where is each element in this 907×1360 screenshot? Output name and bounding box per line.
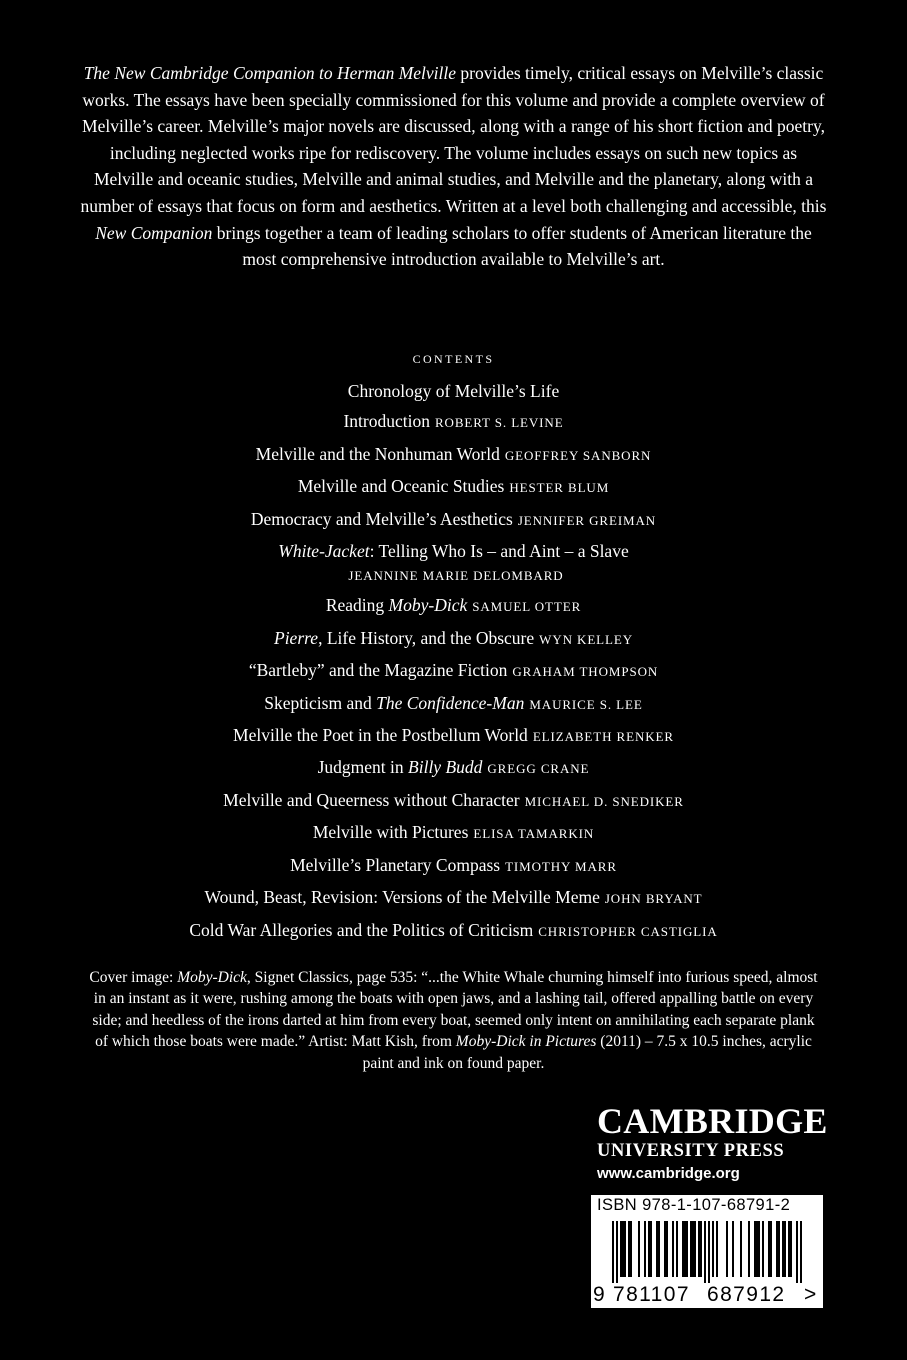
- publisher-logo: [597, 1103, 837, 1185]
- entry-title-italic: Pierre: [274, 627, 319, 648]
- contents-entry: [0, 752, 907, 784]
- isbn-barcode: [591, 1195, 823, 1308]
- barcode-digit-group-2: 687912: [707, 1283, 786, 1306]
- contents-entry: [0, 376, 907, 406]
- entry-title: Chronology of Melville’s Life: [347, 381, 560, 401]
- barcode-bar: [658, 1221, 660, 1277]
- entry-title-italic: The Confidence-Man: [376, 692, 525, 713]
- barcode-bar: [758, 1221, 760, 1277]
- entry-title: Melville the Poet in the Postbellum World: [233, 725, 528, 746]
- barcode-bar: [712, 1221, 714, 1277]
- entry-author: GREGG CRANE: [487, 761, 590, 777]
- barcode-bar: [644, 1221, 646, 1277]
- entry-title-rest: , Life History, and the Obscure: [318, 627, 535, 648]
- contents-entry: [0, 850, 907, 882]
- entry-title-italic: White-Jacket: [278, 541, 370, 562]
- entry-title: “Bartleby” and the Magazine Fiction: [248, 660, 508, 681]
- publisher-url: www.cambridge.org: [597, 1165, 740, 1182]
- contents-entry: [0, 720, 907, 752]
- entry-author: JENNIFER GREIMAN: [517, 512, 657, 528]
- blurb-text-1: provides timely, critical essays on Melville’s classic works. The essays have been specially commissioned for this volume and provide a complete overview of Melville’s career. Melville’s major novels are discussed, along with a range of his short fiction and poetry, including neglected works ripe for rediscovery. The volume includes essays on such new topics as Melville and oceanic studies, Melville and animal studies, and Melville and the planetary, along with a number of essays that focus on form and aesthetics. Written at a level both challenging and accessible, this: [80, 63, 827, 216]
- barcode-bar: [770, 1221, 772, 1277]
- barcode-bar: [732, 1221, 734, 1277]
- entry-title-italic: Moby-Dick: [388, 595, 468, 616]
- entry-author: MICHAEL D. SNEDIKER: [524, 793, 684, 809]
- barcode-bar: [656, 1221, 658, 1277]
- entry-title-rest: : Telling Who Is – and Aint – a Slave: [369, 541, 629, 562]
- entry-title: Introduction: [343, 411, 430, 432]
- barcode-bar: [704, 1221, 706, 1283]
- barcode-bar: [698, 1221, 700, 1277]
- entry-title: Melville and the Nonhuman World: [255, 443, 500, 464]
- barcode-digit-first: 9: [593, 1283, 607, 1306]
- cover-text-1: Cover image:: [89, 969, 178, 986]
- barcode-bar: [664, 1221, 666, 1277]
- contents-entry: [0, 406, 907, 438]
- cover-italic-2: Moby-Dick in Pictures: [455, 1033, 597, 1051]
- barcode-bar: [620, 1221, 622, 1277]
- entry-title: Melville and Oceanic Studies: [297, 476, 505, 497]
- barcode-bar: [768, 1221, 770, 1277]
- blurb-book-title: The New Cambridge Companion to Herman Melville: [83, 63, 457, 83]
- barcode-bar: [726, 1221, 728, 1277]
- barcode-bar: [716, 1221, 718, 1277]
- barcode-bar: [694, 1221, 696, 1277]
- barcode-bar: [784, 1221, 786, 1277]
- entry-author: GEOFFREY SANBORN: [504, 447, 652, 463]
- blurb-text-2: brings together a team of leading scholars to offer students of American literature the most comprehensive introduction available to Melville’s art.: [212, 222, 812, 270]
- contents-entry: [0, 688, 907, 720]
- entry-author: WYN KELLEY: [539, 631, 633, 647]
- barcode-bar: [612, 1221, 614, 1283]
- entry-title: Reading: [325, 595, 389, 616]
- contents-entry: [0, 504, 907, 536]
- barcode-bar: [616, 1221, 618, 1283]
- cover-image-credit: [84, 967, 823, 1074]
- barcode-bar: [754, 1221, 756, 1277]
- entry-title: Wound, Beast, Revision: Versions of the Melville Meme: [204, 887, 600, 908]
- blurb-italic-new-companion: New Companion: [95, 222, 213, 243]
- contents-entry: [0, 817, 907, 849]
- entry-author: GRAHAM THOMPSON: [512, 664, 659, 680]
- entry-title: Melville and Queerness without Character: [223, 789, 520, 810]
- cover-text-3: (2011) – 7.5 x 10.5 inches, acrylic paint and ink on found paper.: [362, 1033, 812, 1072]
- back-cover-blurb: [80, 60, 827, 273]
- barcode-bar: [676, 1221, 678, 1277]
- contents-entry: [0, 562, 907, 588]
- barcode-bar: [740, 1221, 742, 1277]
- barcode-bar: [682, 1221, 684, 1277]
- contents-entry: [0, 439, 907, 471]
- contents-heading: CONTENTS: [412, 352, 495, 366]
- barcode-bar: [700, 1221, 702, 1277]
- barcode-bar: [666, 1221, 668, 1277]
- entry-author: JOHN BRYANT: [604, 891, 703, 907]
- entry-title: Melville’s Planetary Compass: [290, 854, 501, 875]
- contents-entry: [0, 623, 907, 655]
- cover-italic-1: Moby-Dick: [177, 969, 247, 986]
- entry-title: Melville with Pictures: [312, 822, 469, 843]
- barcode-bar: [708, 1221, 710, 1283]
- barcode-bar: [776, 1221, 778, 1277]
- barcode-bar: [686, 1221, 688, 1277]
- entry-author: MAURICE S. LEE: [529, 696, 643, 712]
- barcode-bar: [762, 1221, 764, 1277]
- contents-entry: [0, 882, 907, 914]
- barcode-bar: [648, 1221, 650, 1277]
- contents-entry: [0, 915, 907, 947]
- barcode-bar: [778, 1221, 780, 1277]
- contents-list: [0, 376, 907, 947]
- entry-author: JEANNINE MARIE DELOMBARD: [348, 568, 564, 584]
- barcode-bar: [622, 1221, 624, 1277]
- entry-title: Judgment in: [317, 757, 409, 778]
- barcode-bar: [692, 1221, 694, 1277]
- publisher-name: CAMBRIDGE: [597, 1101, 828, 1141]
- barcode-digit-group-1: 781107: [613, 1283, 690, 1306]
- contents-entry: [0, 471, 907, 503]
- barcode-bar: [672, 1221, 674, 1277]
- entry-author: ELIZABETH RENKER: [532, 729, 674, 745]
- entry-title: Cold War Allegories and the Politics of Criticism: [189, 919, 534, 940]
- barcode-bar: [756, 1221, 758, 1277]
- contents-entry: [0, 785, 907, 817]
- barcode-bar: [790, 1221, 792, 1277]
- entry-author: HESTER BLUM: [509, 480, 610, 496]
- barcode-bar: [748, 1221, 750, 1277]
- cover-text-2: , Signet Classics, page 535: “...the White Whale churning himself into furious speed, almost in an instant as it were, rushing among the boats with open jaws, and a lashing tail, offered appalling battle on every side; and heedless of the irons darted at him from every boat, seemed only intent on annihilating each separate plank of which those boats were made.” Artist: Matt Kish, from: [92, 969, 818, 1051]
- entry-author: CHRISTOPHER CASTIGLIA: [538, 923, 718, 939]
- entry-author: SAMUEL OTTER: [472, 599, 582, 615]
- contents-entry: [0, 590, 907, 622]
- barcode-end-mark: >: [804, 1283, 818, 1306]
- barcode-bar: [800, 1221, 802, 1283]
- barcode-bar: [796, 1221, 798, 1283]
- barcode-bar: [788, 1221, 790, 1277]
- barcode-bar: [782, 1221, 784, 1277]
- barcode-bar: [638, 1221, 640, 1277]
- barcode-bars: [603, 1221, 811, 1283]
- isbn-label: ISBN 978-1-107-68791-2: [597, 1196, 791, 1214]
- publisher-subtitle: UNIVERSITY PRESS: [597, 1141, 785, 1161]
- entry-author: ELISA TAMARKIN: [473, 826, 595, 842]
- entry-title: Skepticism and: [264, 692, 377, 713]
- barcode-bar: [624, 1221, 626, 1277]
- entry-title: Democracy and Melville’s Aesthetics: [250, 508, 513, 529]
- contents-entry: [0, 655, 907, 687]
- barcode-bar: [650, 1221, 652, 1277]
- barcode-bar: [628, 1221, 630, 1277]
- entry-author: TIMOTHY MARR: [505, 858, 617, 874]
- entry-title-italic: Billy Budd: [408, 757, 483, 778]
- barcode-bar: [684, 1221, 686, 1277]
- barcode-bar: [630, 1221, 632, 1277]
- barcode-bar: [690, 1221, 692, 1277]
- entry-author: ROBERT S. LEVINE: [434, 415, 564, 431]
